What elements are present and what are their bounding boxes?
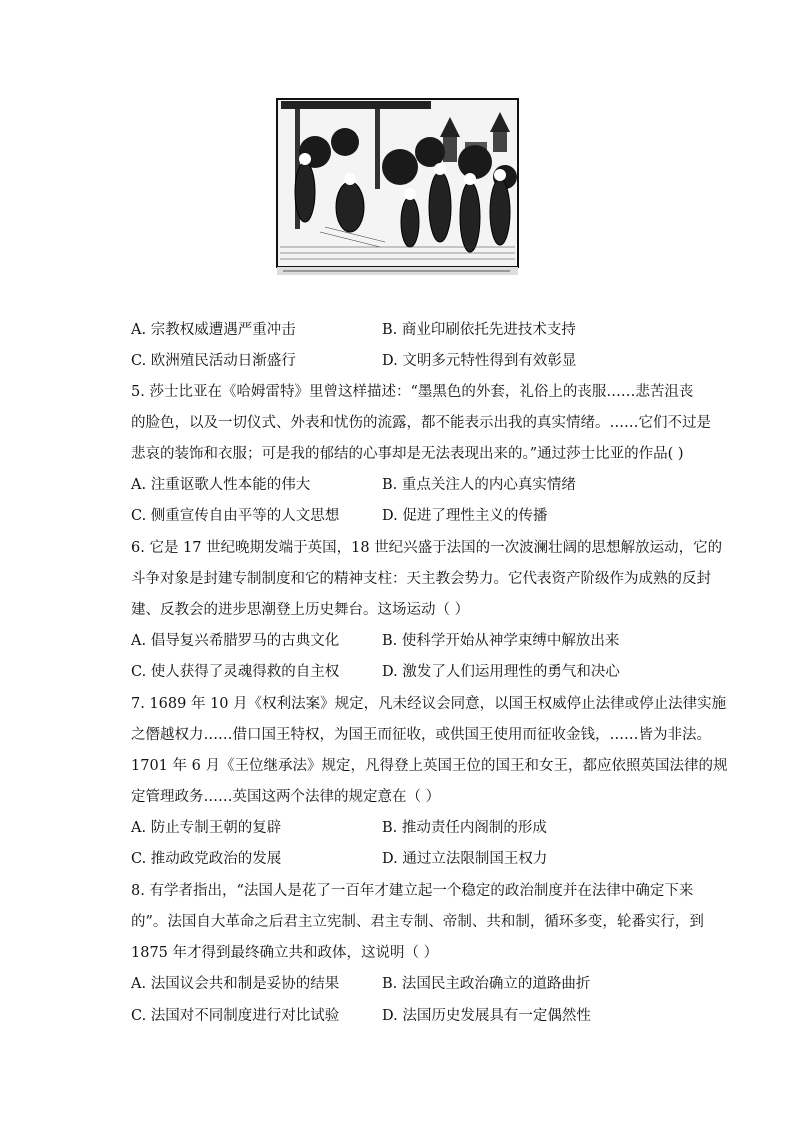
q8-option-b[interactable]: B. 法国民主政治确立的道路曲折 (382, 976, 591, 992)
q7-stem-line-2: 之僭越权力……借口国王特权，为国王而征收，或供国王使用而征收金钱，……皆为非法。 (131, 727, 711, 743)
q8-option-c[interactable]: C. 法国对不同制度进行对比试验 (131, 1008, 340, 1024)
q5-stem-line-3: 悲哀的装饰和衣服；可是我的郁结的心事却是无法表现出来的。”通过莎士比亚的作品( ) (131, 446, 684, 462)
woodcut-illustration (275, 97, 520, 277)
q7-option-b[interactable]: B. 推动责任内阁制的形成 (382, 820, 547, 836)
q5-option-b[interactable]: B. 重点关注人的内心真实情绪 (382, 477, 576, 493)
q8-stem-line-3: 1875 年才得到最终确立共和政体，这说明（ ） (131, 945, 439, 961)
q4-option-c[interactable]: C. 欧洲殖民活动日渐盛行 (131, 353, 296, 369)
q6-option-d[interactable]: D. 激发了人们运用理性的勇气和决心 (382, 664, 620, 680)
q8-option-d[interactable]: D. 法国历史发展具有一定偶然性 (382, 1008, 591, 1024)
q6-option-a[interactable]: A. 倡导复兴希腊罗马的古典文化 (131, 633, 340, 649)
q8-stem-line-1: 8. 有学者指出，“法国人是花了一百年才建立起一个稳定的政治制度并在法律中确定下来 (131, 883, 694, 899)
q5-option-c[interactable]: C. 侧重宣传自由平等的人文思想 (131, 508, 340, 524)
q7-stem-line-1: 7. 1689 年 10 月《权利法案》规定，凡未经议会同意，以国王权威停止法律或停止法律实施 (131, 696, 727, 712)
q4-option-a[interactable]: A. 宗教权威遭遇严重冲击 (131, 322, 296, 338)
q5-stem-line-2: 的脸色，以及一切仪式、外表和忧伤的流露，都不能表示出我的真实情绪。……它们不过是 (131, 415, 711, 431)
q5-option-d[interactable]: D. 促进了理性主义的传播 (382, 508, 548, 524)
q7-option-c[interactable]: C. 推动政党政治的发展 (131, 851, 282, 867)
woodcut-image (275, 97, 520, 277)
q7-option-d[interactable]: D. 通过立法限制国王权力 (382, 851, 548, 867)
q6-stem-line-1: 6. 它是 17 世纪晚期发端于英国，18 世纪兴盛于法国的一次波澜壮阔的思想解放运动，它的 (131, 540, 723, 556)
q7-stem-line-3: 1701 年 6 月《王位继承法》规定，凡得登上英国王位的国王和女王，都应依照英国法律的规 (131, 758, 728, 774)
q6-stem-line-3: 建、反教会的进步思潮登上历史舞台。这场运动（ ） (131, 602, 470, 618)
q4-option-d[interactable]: D. 文明多元特性得到有效彰显 (382, 353, 577, 369)
q6-option-c[interactable]: C. 使人获得了灵魂得救的自主权 (131, 664, 340, 680)
q5-stem-line-1: 5. 莎士比亚在《哈姆雷特》里曾这样描述：“墨黑色的外套，礼俗上的丧服……悲苦沮丧 (131, 384, 694, 400)
q8-stem-line-2: 的”。法国自大革命之后君主立宪制、君主专制、帝制、共和制，循环多变，轮番实行，到 (131, 914, 704, 930)
q4-option-b[interactable]: B. 商业印刷依托先进技术支持 (382, 322, 576, 338)
q8-option-a[interactable]: A. 法国议会共和制是妥协的结果 (131, 976, 340, 992)
q7-option-a[interactable]: A. 防止专制王朝的复辟 (131, 820, 282, 836)
q6-option-b[interactable]: B. 使科学开始从神学束缚中解放出来 (382, 633, 620, 649)
q7-stem-line-4: 定管理政务……英国这两个法律的规定意在（ ） (131, 789, 441, 805)
q6-stem-line-2: 斗争对象是封建专制制度和它的精神支柱：天主教会势力。它代表资产阶级作为成熟的反封 (131, 571, 711, 587)
q5-option-a[interactable]: A. 注重讴歌人性本能的伟大 (131, 477, 311, 493)
